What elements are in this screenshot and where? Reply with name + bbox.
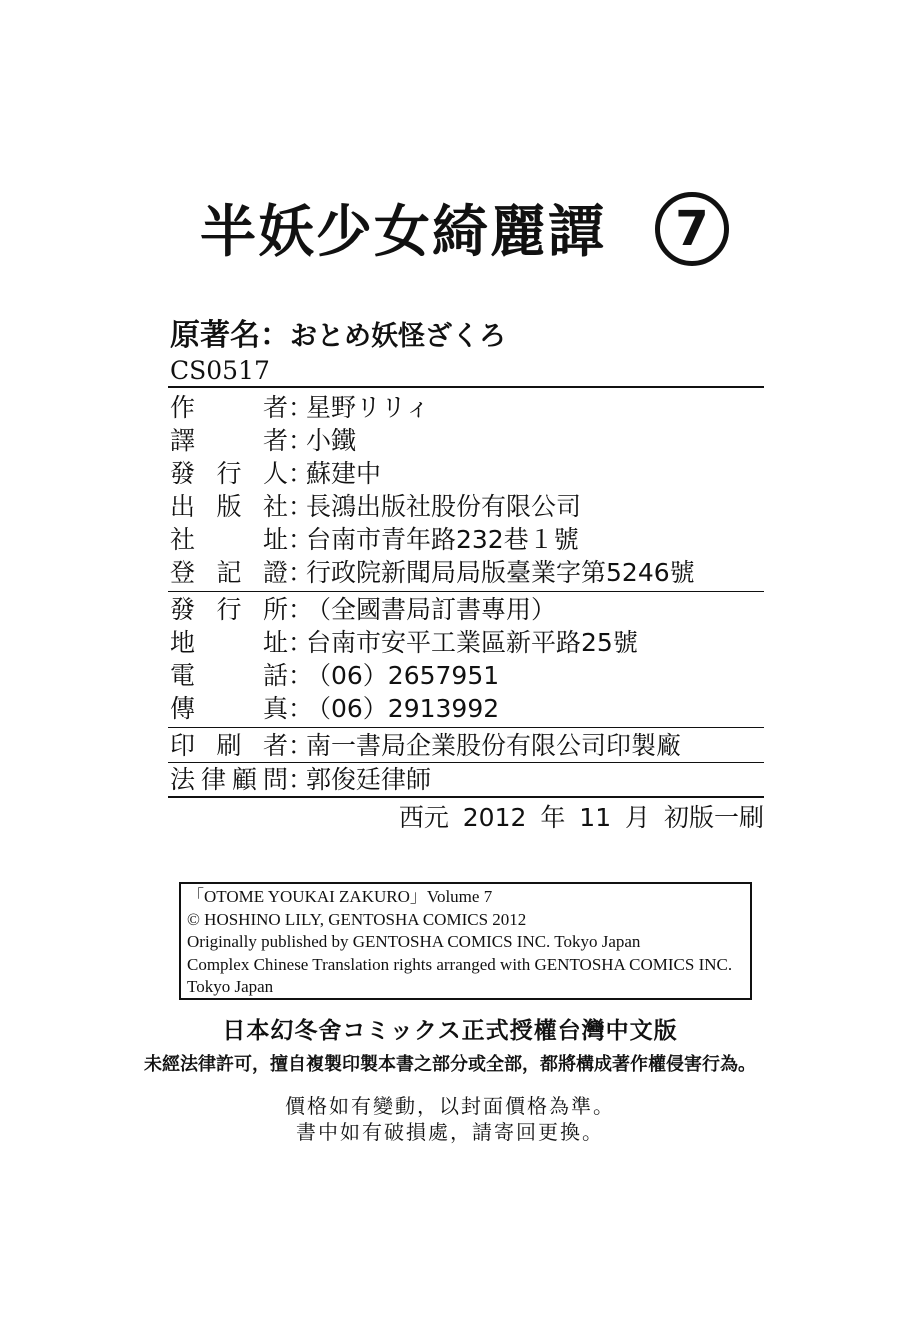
credit-value: 長鴻出版社股份有限公司 [306,492,582,521]
credit-row [170,392,430,424]
copyright-line: 「OTOME YOUKAI ZAKURO」Volume 7 [187,887,493,906]
credit-row [170,660,499,692]
credit-value: （06）2657951 [306,661,500,690]
credit-row [170,458,381,490]
credit-row [170,524,579,556]
credit-value: （06）2913992 [306,694,500,723]
credit-label: 傳真 [170,694,288,723]
copyright-line: Tokyo Japan [187,977,274,997]
divider [168,762,764,763]
credit-value: 行政院新聞局局版臺業字第5246號 [306,558,695,587]
original-title-value: おとめ妖怪ざくろ [290,321,506,352]
credit-value: 台南市青年路232巷１號 [306,525,579,554]
copyright-line: Originally published by GENTOSHA COMICS INC. Tokyo Japan [187,932,641,952]
colon: ： [288,393,314,422]
credit-value: 蘇建中 [306,459,382,488]
credit-label: 社址 [170,525,288,554]
colon: ： [288,628,314,657]
credit-value: 星野リリィ [306,393,431,422]
colon: ： [288,558,314,587]
credit-row [170,491,581,523]
credit-row [170,693,499,725]
colon: ： [288,426,314,455]
credit-label: 作者 [170,393,288,422]
credit-value: 小鐵 [306,426,357,455]
credit-value: 郭俊廷律師 [306,765,432,794]
copyright-warning: 未經法律許可，擅自複製印製本書之部分或全部，都將構成著作權侵害行為。 [144,1054,756,1075]
credit-label: 出版社 [170,492,288,521]
credit-label: 發行人 [170,459,288,488]
divider [168,727,764,728]
edition-date: 西元 2012 年 11 月 初版一刷 [398,803,764,832]
book-title: 半妖少女綺麗譚 [200,200,606,265]
credit-label: 電話 [170,661,288,690]
credit-value: 南一書局企業股份有限公司印製廠 [306,731,682,760]
colon: ： [288,731,314,760]
original-title-label: 原著名： [170,318,290,353]
colon: ： [288,765,314,794]
damage-note: 書中如有破損處，請寄回更換。 [296,1120,604,1144]
license-notice: 日本幻冬舍コミックス正式授權台灣中文版 [222,1018,678,1044]
credit-row [170,730,681,762]
colon: ： [288,525,314,554]
credit-row [170,627,638,659]
credit-row [170,594,556,626]
volume-number-badge: 7 [655,192,729,266]
credit-label: 登記證 [170,558,288,587]
credit-label: 地址 [170,628,288,657]
credit-value: （全國書局訂書專用） [306,595,557,624]
copyright-box [179,882,752,1000]
colon: ： [288,694,314,723]
copyright-line: Complex Chinese Translation rights arranged with GENTOSHA COMICS INC. [187,954,733,974]
credit-row [170,425,356,457]
credit-label: 發行所 [170,595,288,624]
divider [168,386,764,388]
copyright-line: © HOSHINO LILY, GENTOSHA COMICS 2012 [187,909,527,929]
original-title [170,310,506,354]
product-code: CS0517 [170,356,270,385]
credit-label: 印刷者 [170,731,288,760]
credit-label: 法律顧問 [170,765,288,794]
colon: ： [288,492,314,521]
price-note: 價格如有變動，以封面價格為準。 [285,1094,615,1118]
divider [168,591,764,592]
credit-value: 台南市安平工業區新平路25號 [306,628,638,657]
colon: ： [288,459,314,488]
colon: ： [288,595,314,624]
credit-row [170,764,431,796]
colon: ： [288,661,314,690]
credit-row [170,557,695,589]
credit-label: 譯者 [170,426,288,455]
